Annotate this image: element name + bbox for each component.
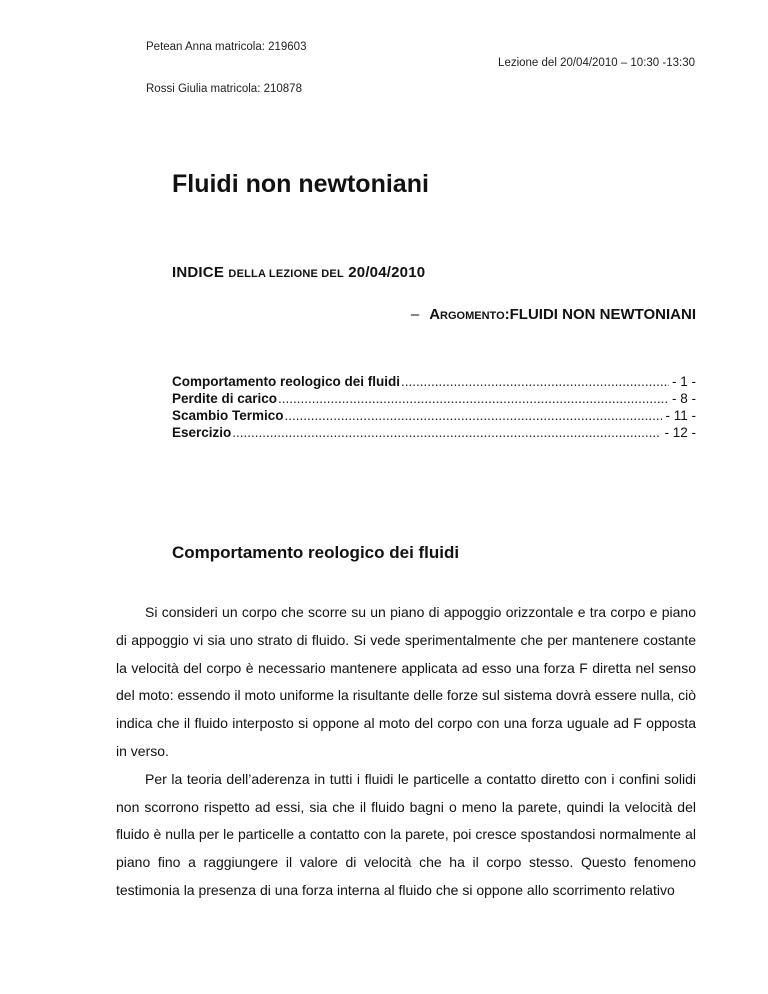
body-text	[116, 599, 696, 905]
index-heading-smallcaps: DELLA LEZIONE DEL	[228, 268, 344, 280]
toc-entry[interactable]	[172, 390, 696, 407]
toc-entry-title: Esercizio	[172, 425, 232, 440]
toc-entry[interactable]	[172, 407, 696, 424]
paragraph: Si consideri un corpo che scorre su un piano di appoggio orizzontale e tra corpo e piano di appoggio vi sia uno strato di fluido. Si vede sperimentalmente che per mantenere costante la velocità del corpo è necessario mantenere applicata ad esso una forza F diretta nel senso del moto: essendo il moto uniforme la risultante delle forze sul sistema dovrà essere nulla, ciò indica che il fluido interposto si oppone al moto del corpo con una forza uguale ad F opposta in verso.	[116, 604, 696, 759]
toc-leader	[401, 373, 669, 390]
argument-heading	[330, 306, 696, 323]
argument-initial: A	[429, 306, 441, 323]
document-title: Fluidi non newtoniani	[172, 170, 429, 198]
index-heading	[172, 264, 425, 281]
author-1: Petean Anna matricola: 219603	[146, 41, 307, 53]
toc-entry-title: Comportamento reologico dei fluidi	[172, 374, 401, 389]
index-heading-date: 20/04/2010	[348, 264, 426, 281]
argument-topic: :FLUIDI NON NEWTONIANI	[504, 306, 696, 323]
paragraph: Per la teoria dell’aderenza in tutti i fluidi le particelle a contatto diretto con i confini solidi non scorrono rispetto ad essi, sia che il fluido bagni o meno la parete, quindi la velocità del fluido è nulla per le particelle a contatto con la parete, poi cresce spostandosi normalmente al piano fino a raggiungere il valore di velocità che ha il corpo stesso. Questo fenomeno testimonia la presenza di una forza interna al fluido che si oppone allo scorrimento relativo	[116, 770, 696, 898]
toc-entry-page: - 8 -	[671, 391, 696, 406]
table-of-contents	[172, 373, 696, 441]
index-heading-word: INDICE	[172, 264, 225, 281]
lesson-info: Lezione del 20/04/2010 – 10:30 -13:30	[498, 57, 695, 69]
section-title: Comportamento reologico dei fluidi	[172, 543, 460, 562]
toc-entry[interactable]	[172, 373, 696, 390]
toc-leader	[285, 407, 663, 424]
argument-smallcaps: RGOMENTO	[440, 310, 505, 322]
argument-dash: –	[410, 306, 420, 323]
toc-entry-title: Scambio Termico	[172, 408, 284, 423]
toc-leader	[278, 390, 669, 407]
toc-entry-page: - 11 -	[665, 408, 696, 423]
toc-entry-title: Perdite di carico	[172, 391, 278, 406]
toc-entry[interactable]	[172, 424, 696, 441]
toc-entry-page: - 12 -	[664, 425, 696, 440]
toc-entry-page: - 1 -	[671, 374, 696, 389]
toc-leader	[232, 424, 661, 441]
author-2: Rossi Giulia matricola: 210878	[146, 83, 302, 95]
